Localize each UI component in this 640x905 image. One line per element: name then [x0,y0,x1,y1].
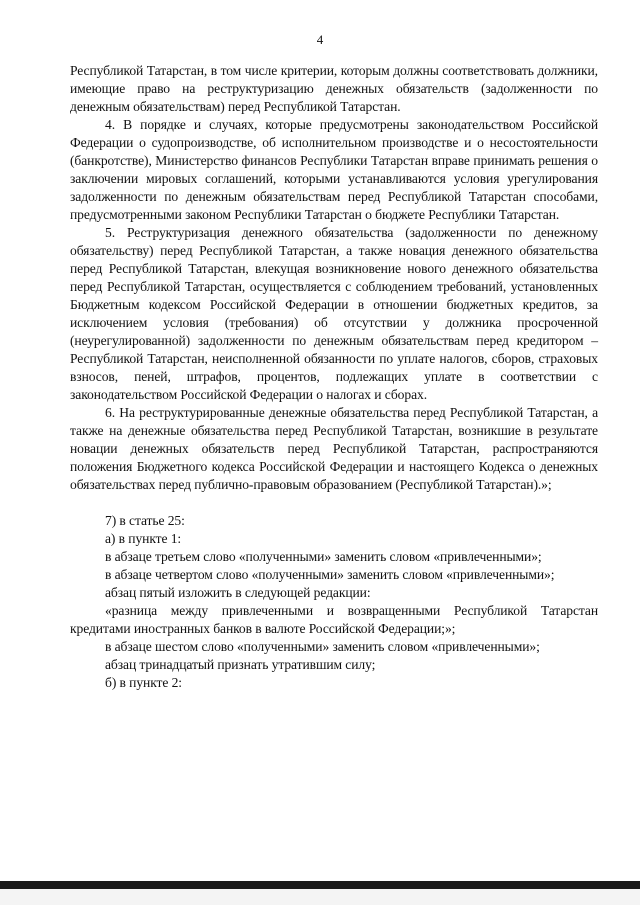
scan-bottom-margin [0,889,640,905]
paragraph-item-4: 4. В порядке и случаях, которые предусмотрены законодательством Российской Федерации о судопроизводстве, об исполнительном производстве и о несостоятельности (банкротстве), Министерство финансов Республики Татарстан вправе принимать решения о заключении мировых соглашений, которыми устанавливаются условия урегулирования задолженности по денежным обязательствам перед Республикой Татарстан способами, предусмотренными законом Республики Татарстан о бюджете Республики Татарстан. [70,117,598,222]
paragraph-continuation: Республикой Татарстан, в том числе критерии, которым должны соответствовать должники, имеющие право на реструктуризацию денежных обязательств (задолженности по денежным обязательствам) перед Республикой Татарстан. [70,63,598,114]
paragraph-article-25: 7) в статье 25: [105,513,185,528]
paragraph-item-6: 6. На реструктурированные денежные обязательства перед Республикой Татарстан, а также на денежные обязательства перед Республикой Татарстан, возникшие в результате новации денежных обязательств перед Республикой Татарстан, распространяются положения Бюджетного кодекса Российской Федерации и настоящего Кодекса о денежных обязательствах перед публично-правовым образованием (Республикой Татарстан).»; [70,405,598,492]
paragraph-item-5: 5. Реструктуризация денежного обязательства (задолженности по денежному обязательству) перед Республикой Татарстан, а также новация денежного обязательства перед Республикой Татарстан, влекущая возникновение нового денежного обязательства перед Республикой Татарстан, осуществляется с соблюдением требований, установленных Бюджетным кодексом Российской Федерации в отношении бюджетных кредитов, за исключением условия (требования) об отсутствии у должника просроченной (неурегулированной) задолженности по денежным обязательствам перед кредитором – Республикой Татарстан, неисполненной обязанности по уплате налогов, сборов, страховых взносов, пеней, штрафов, процентов, подлежащих уплате в соответствии с законодательством Российской Федерации о налогах и сборах. [70,225,598,402]
paragraph-amend-13: абзац тринадцатый признать утратившим силу; [105,657,376,672]
paragraph-point-1: а) в пункте 1: [105,531,182,546]
paragraph-amend-3: в абзаце третьем слово «полученными» заменить словом «привлеченными»; [105,549,542,564]
paragraph-amend-5-text: «разница между привлеченными и возвращенными Республикой Татарстан кредитами иностранных банков в валюте Российской Федерации;»; [70,603,598,636]
scan-edge-bar [0,881,640,889]
paragraph-amend-6: в абзаце шестом слово «полученными» заменить словом «привлеченными»; [105,639,540,654]
document-body [70,62,598,692]
paragraph-amend-5: абзац пятый изложить в следующей редакции: [105,585,371,600]
paragraph-amend-4: в абзаце четвертом слово «полученными» заменить словом «привлеченными»; [105,567,555,582]
page-number: 4 [316,32,324,47]
paragraph-point-2: б) в пункте 2: [105,675,182,690]
